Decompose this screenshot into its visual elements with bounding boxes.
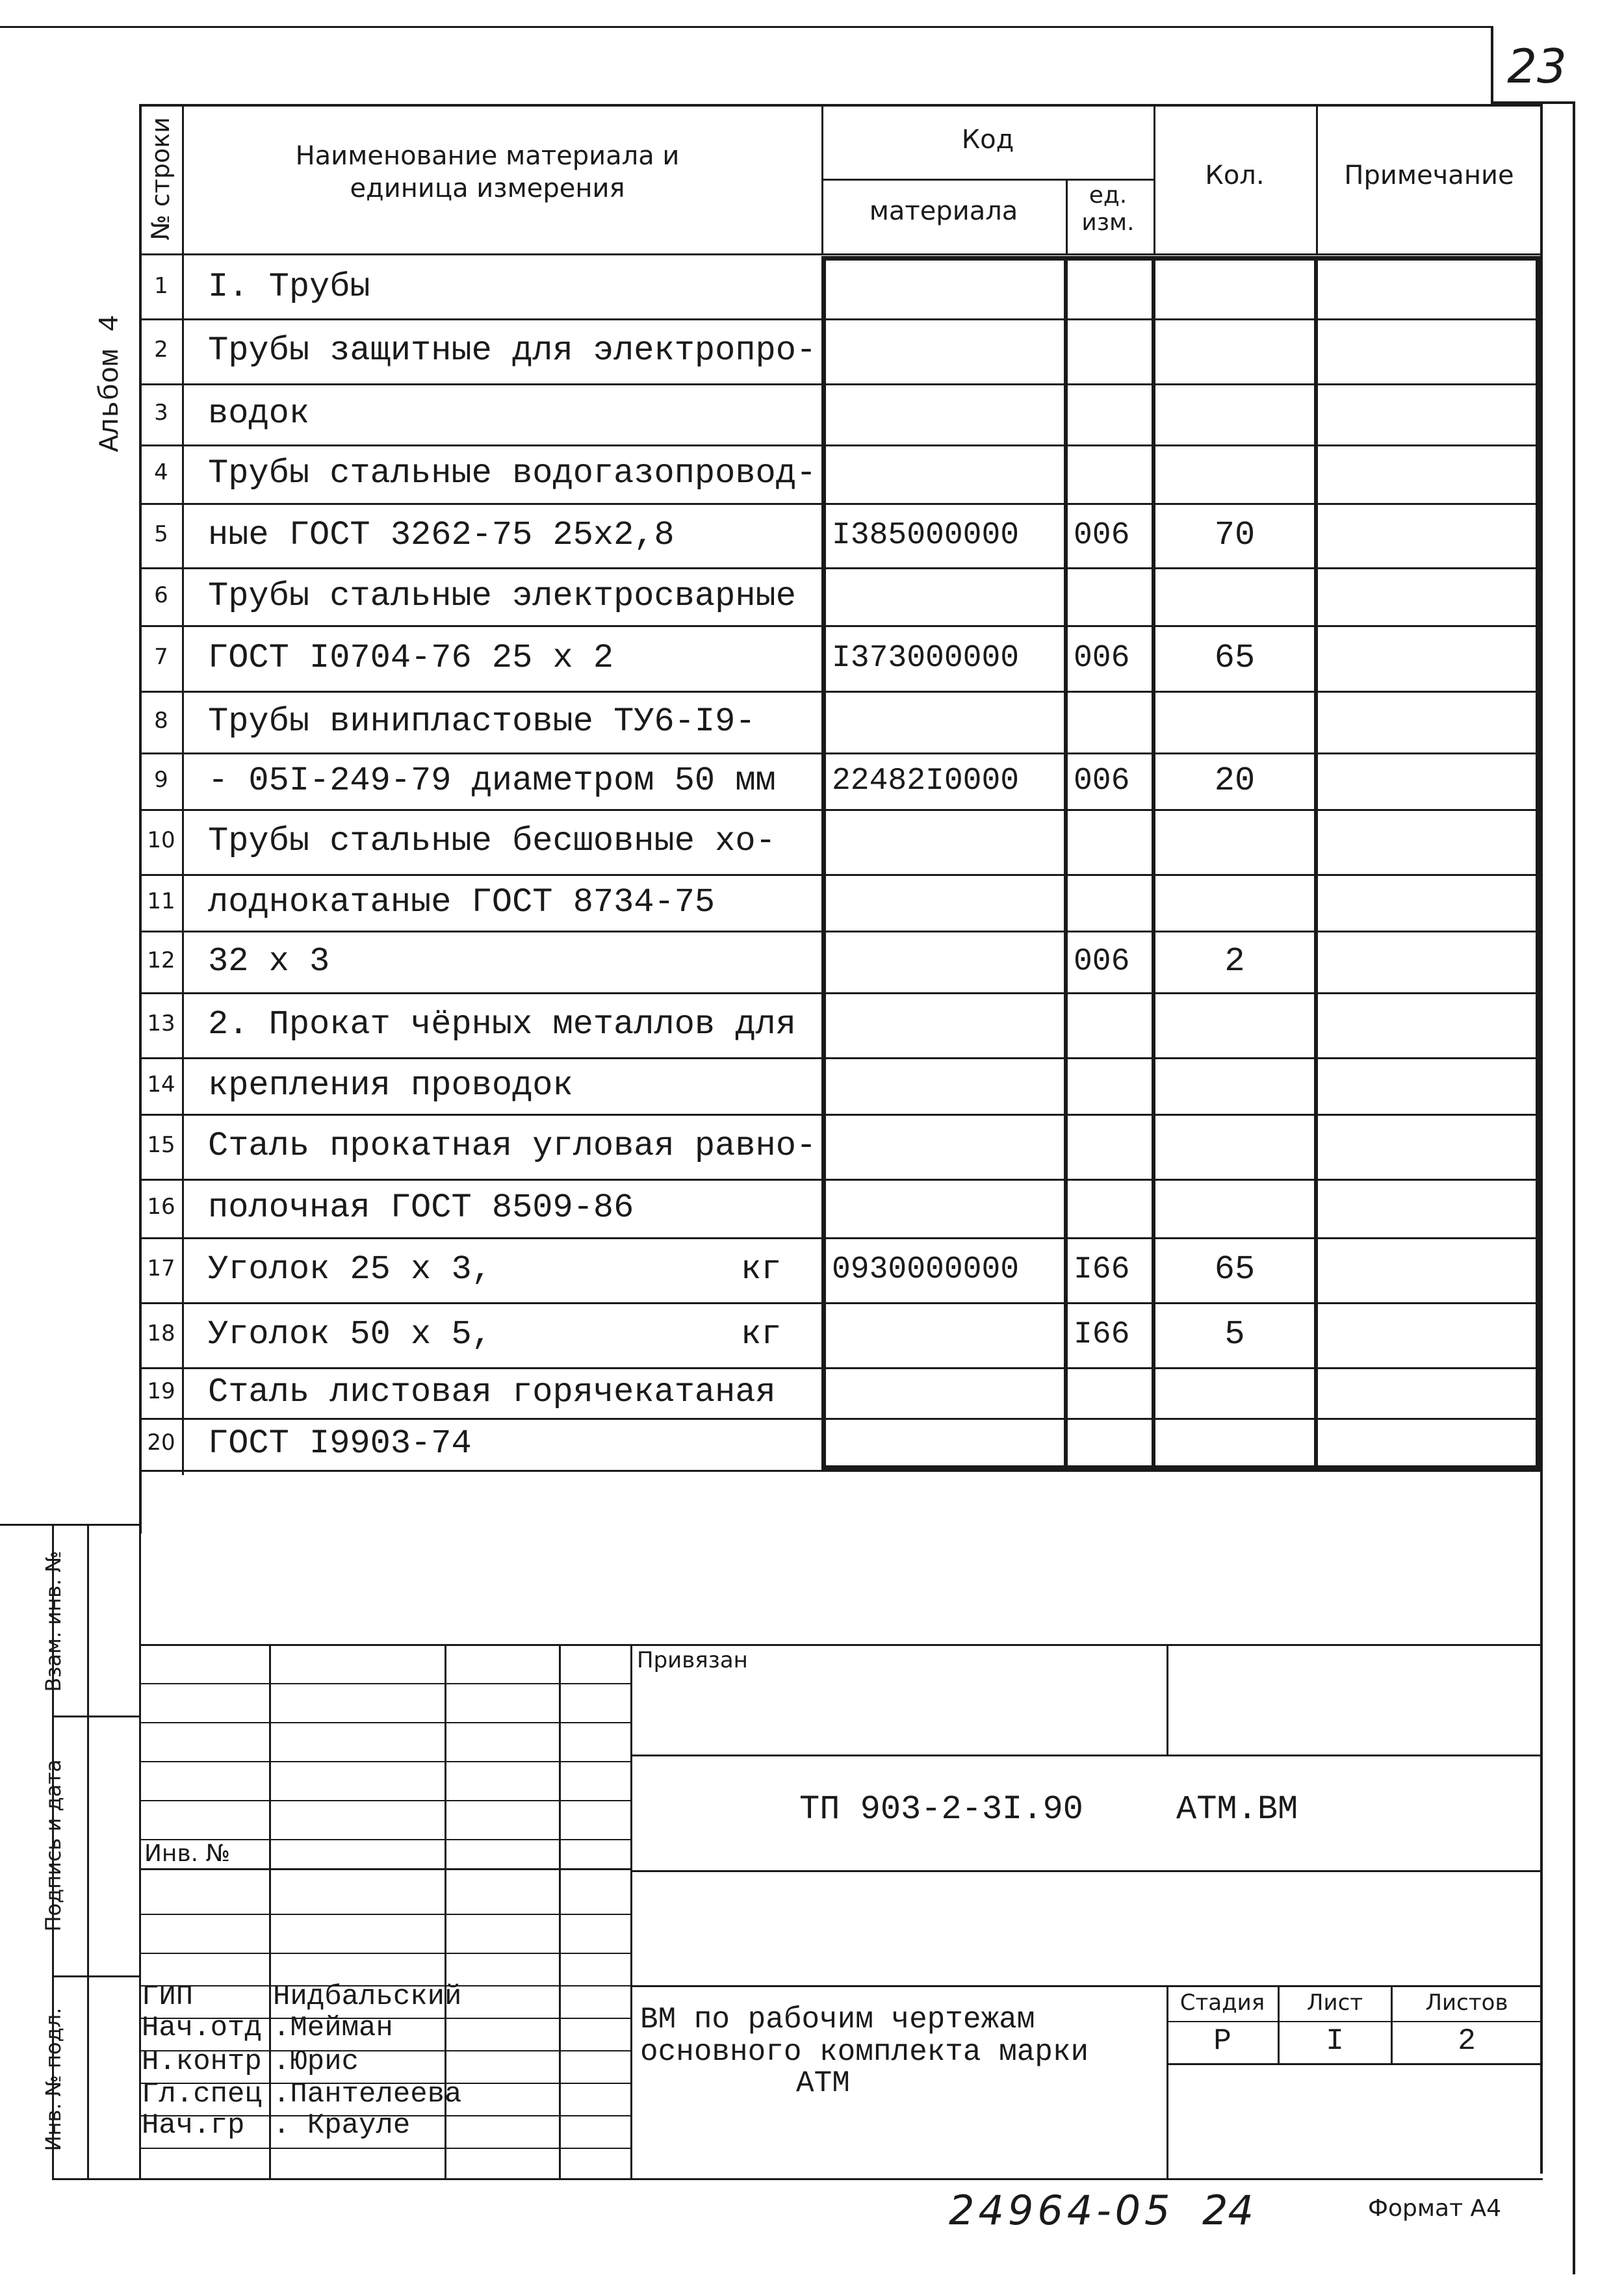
row-number: 2 — [154, 337, 168, 363]
row-material-name: водок — [208, 394, 310, 433]
header-row-number: № строки — [146, 117, 175, 240]
row-number: 6 — [154, 582, 168, 608]
row-material-name: Уголок 25 х 3, — [208, 1250, 492, 1289]
signature-role: Нач.гр — [142, 2109, 245, 2142]
row-material-code: I385000000 — [832, 517, 1020, 553]
row-number: 4 — [154, 459, 168, 485]
row-unit-name: кг — [741, 1250, 782, 1289]
row-number: 20 — [147, 1430, 175, 1456]
sheets-value: 2 — [1458, 2024, 1476, 2058]
row-number: 1 — [154, 273, 168, 299]
header-name: Наименование материала и единица измерения — [295, 141, 680, 203]
signature-role: Гл.спец — [142, 2078, 262, 2111]
header-material: материала — [869, 196, 1018, 226]
stage-label: Стадия — [1179, 1990, 1265, 2016]
row-number: 10 — [147, 827, 175, 853]
row-number: 12 — [147, 947, 175, 973]
inv-no-label: Инв. № — [144, 1840, 231, 1867]
doc-code: ТП 903-2-3I.90 — [799, 1790, 1083, 1829]
row-quantity: 20 — [1214, 761, 1256, 800]
row-number: 13 — [147, 1010, 175, 1036]
row-material-code: 22482I0000 — [832, 763, 1020, 799]
row-quantity: 65 — [1214, 638, 1256, 677]
doc-description-line-2: основного комплекта марки — [640, 2035, 1089, 2069]
row-unit-code: I66 — [1074, 1252, 1130, 1287]
row-unit-code: 006 — [1074, 944, 1130, 979]
row-number: 8 — [154, 707, 168, 734]
row-number: 7 — [154, 643, 168, 670]
album-label: Альбом 4 — [94, 315, 127, 452]
row-material-name: Трубы винипластовые ТУ6-I9- — [208, 702, 756, 741]
sheet-label: Лист — [1306, 1990, 1363, 2016]
handwritten-archive-number: 24964-05 — [949, 2187, 1174, 2234]
row-number: 3 — [154, 400, 168, 426]
row-material-name: Трубы стальные электросварные — [208, 576, 796, 615]
row-material-name: 2. Прокат чёрных металлов для — [208, 1005, 796, 1044]
row-number: 5 — [154, 521, 168, 547]
header-code: Код — [961, 125, 1014, 155]
doc-description-line-3: АТМ — [796, 2066, 850, 2100]
row-material-name: лоднокатаные ГОСТ 8734-75 — [208, 882, 715, 921]
row-quantity: 2 — [1224, 942, 1245, 981]
sheet-value: I — [1326, 2024, 1344, 2058]
row-number: 18 — [147, 1320, 175, 1346]
signature-name: .Пантелеева — [273, 2078, 462, 2111]
label-inv-podl: Инв. № подл. — [41, 2007, 66, 2152]
row-material-name: крепления проводок — [208, 1066, 573, 1105]
row-material-name: Трубы защитные для электропро- — [208, 331, 817, 370]
signature-name: .Юрис — [273, 2046, 359, 2078]
row-material-name: Уголок 50 х 5, — [208, 1315, 492, 1354]
row-material-name: Трубы стальные бесшовные хо- — [208, 822, 776, 860]
sheets-label: Листов — [1425, 1990, 1508, 2016]
row-material-name: Трубы стальные водогазопровод- — [208, 454, 817, 493]
row-material-code: I373000000 — [832, 640, 1020, 676]
row-unit-name: кг — [741, 1315, 782, 1354]
row-material-name: I. Трубы — [208, 268, 370, 306]
row-number: 11 — [147, 888, 175, 914]
signature-name: .Мейман — [273, 2012, 393, 2044]
row-number: 15 — [147, 1132, 175, 1158]
page-number: 23 — [1507, 39, 1567, 94]
row-material-name: ные ГОСТ 3262-75 25х2,8 — [208, 515, 675, 554]
row-material-code: 0930000000 — [832, 1252, 1020, 1287]
row-material-name: ГОСТ I0704-76 25 х 2 — [208, 638, 614, 677]
handwritten-page: 24 — [1202, 2187, 1254, 2234]
row-unit-code: I66 — [1074, 1317, 1130, 1352]
format-label: Формат А4 — [1368, 2195, 1502, 2222]
header-unit: ед. изм. — [1081, 182, 1135, 236]
signature-name: Нидбальский — [273, 1981, 462, 2013]
row-quantity: 5 — [1224, 1315, 1245, 1354]
row-material-name: Сталь листовая горячекатаная — [208, 1373, 776, 1411]
doc-description-line-1: ВМ по рабочим чертежам — [640, 2003, 1035, 2037]
signature-role: Нач.отд — [142, 2012, 262, 2044]
row-number: 9 — [154, 766, 168, 793]
header-qty: Кол. — [1205, 161, 1265, 190]
row-material-name: полочная ГОСТ 8509-86 — [208, 1189, 634, 1227]
row-number: 17 — [147, 1255, 175, 1281]
row-quantity: 70 — [1214, 515, 1256, 554]
signature-role: ГИП — [142, 1981, 194, 2013]
row-material-name: Сталь прокатная угловая равно- — [208, 1127, 817, 1165]
row-unit-code: 006 — [1074, 763, 1130, 799]
signature-role: Н.контр — [142, 2046, 262, 2078]
privyazan-label: Привязан — [637, 1647, 748, 1673]
label-vzam-inv: Взам. инв. № — [41, 1550, 66, 1692]
row-unit-code: 006 — [1074, 517, 1130, 553]
doc-mark: АТМ.ВМ — [1176, 1790, 1298, 1829]
row-number: 19 — [147, 1378, 175, 1404]
row-number: 14 — [147, 1071, 175, 1098]
row-material-name: 32 х 3 — [208, 942, 330, 981]
row-material-name: ГОСТ I9903-74 — [208, 1424, 472, 1463]
row-unit-code: 006 — [1074, 640, 1130, 676]
signature-name: . Крауле — [273, 2109, 411, 2142]
header-note: Примечание — [1344, 161, 1514, 190]
stage-value: Р — [1213, 2024, 1231, 2058]
row-number: 16 — [147, 1194, 175, 1220]
label-podpis-data: Подпись и дата — [41, 1759, 66, 1932]
row-material-name: - 05I-249-79 диаметром 50 мм — [208, 761, 776, 800]
row-quantity: 65 — [1214, 1250, 1256, 1289]
